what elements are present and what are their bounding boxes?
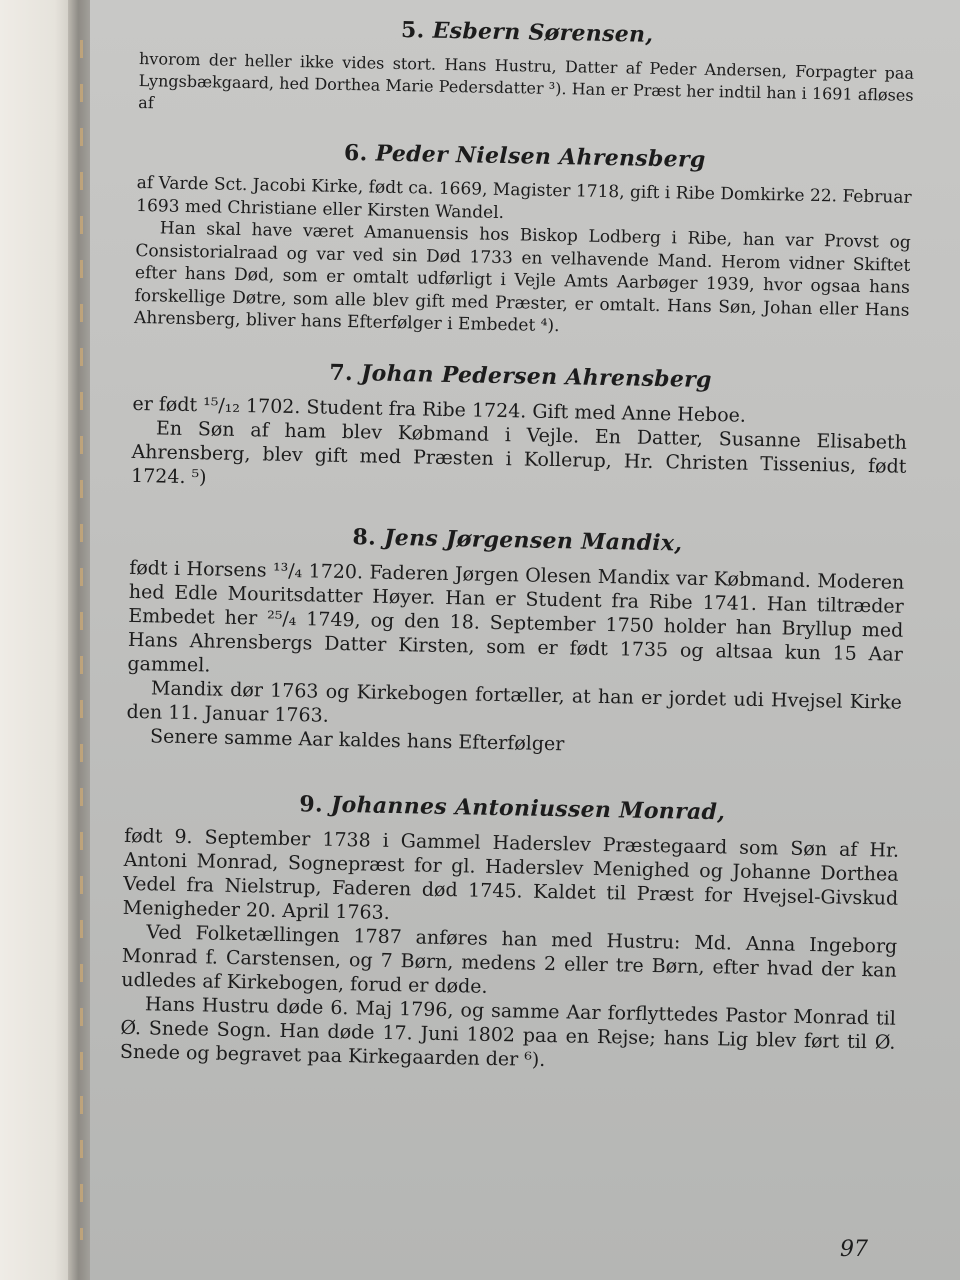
section-8 <box>126 519 905 762</box>
section-number: 9. <box>299 790 324 818</box>
paragraph: Ved Folketællingen 1787 anføres han med Hustru: Md. Anna Ingeborg Monrad f. Carstensen, og 7 Børn, medens 2 eller tre Børn, efter hvad der kan udledes af Kirkebogen, forud er døde. <box>121 920 898 998</box>
section-5 <box>138 12 915 129</box>
section-heading <box>130 519 905 560</box>
section-number: 5. <box>400 17 425 44</box>
paragraph: født 9. September 1738 i Gammel Haderslev Præstegaard som Søn af Hr. Antoni Monrad, Sognepræst for gl. Haderslev Menighed og Johanne Dorthea Vedel fra Nielstrup, Faderen død 1745. Kaldet til Præst for Hvejsel-Givskud Menigheder 20. April 1763. <box>122 824 900 924</box>
page-text-block <box>120 12 915 1078</box>
paragraph: Han skal have været Amanuensis hos Biskop Lodberg i Ribe, han var Provst og Consistorialraad og var ved sin Død 1733 en velhavende Mand. Herom vidner Skiftet efter hans Død, som er omtalt udførligt i Vejle Amts Aarbøger 1939, hvor ogsaa hans forskellige Døtre, som alle blev gift med Præster, er omtalt. Hans Søn, Johan eller Hans Ahrensberg, bliver hans Efterfølger i Embedet ⁴). <box>133 218 911 337</box>
section-7 <box>131 355 908 502</box>
paragraph: er født ¹⁵/₁₂ 1702. Student fra Ribe 1724. Gift med Anne Heboe. <box>132 392 747 427</box>
page-number: 97 <box>840 1237 868 1262</box>
section-name: Peder Nielsen Ahrensberg <box>375 140 706 173</box>
paragraph: født i Horsens ¹³/₄ 1720. Faderen Jørgen Olesen Mandix var Købmand. Moderen hed Edle Mouritsdatter Høyer. Han er Student fra Ribe 1741. Han tiltræder Embedet her ²⁵/₄ 1749, og den 18. September 1750 holder han Bryllup med Hans Ahrensbergs Datter Kirsten, som er født 1735 og altsaa kun 15 Aar gammel. <box>127 556 905 676</box>
paragraph: af Varde Sct. Jacobi Kirke, født ca. 1669, Magister 1718, gift i Ribe Domkirke 22. Februar 1693 med Christiane eller Kirsten Wandel. <box>136 172 912 223</box>
binding-stitch <box>80 40 83 1240</box>
paragraph: Senere samme Aar kaldes hans Efterfølger <box>149 724 565 755</box>
section-name: Johannes Antoniussen Monrad, <box>330 791 726 825</box>
paragraph: Mandix dør 1763 og Kirkebogen fortæller, at han er jordet udi Hvejsel Kirke den 11. Januar 1763. <box>126 676 903 727</box>
section-name: Jens Jørgensen Mandix, <box>383 524 683 557</box>
section-heading <box>133 355 908 396</box>
section-name: Esbern Sørensen, <box>432 17 654 48</box>
section-name: Johan Pedersen Ahrensberg <box>360 359 712 393</box>
paragraph: Hans Hustru døde 6. Maj 1796, og samme Aar forflyttedes Pastor Monrad til Ø. Snede Sogn. Han døde 17. Juni 1802 paa en Rejse; hans Lig blev ført til Ø. Snede og begravet paa Kirkegaarden der ⁶). <box>119 992 897 1071</box>
section-9 <box>120 787 900 1078</box>
section-number: 8. <box>352 523 377 551</box>
section-number: 7. <box>329 359 354 386</box>
section-heading <box>125 787 900 828</box>
section-heading <box>140 12 915 53</box>
section-heading <box>137 136 912 177</box>
paragraph: En Søn af ham blev Købmand i Vejle. En Datter, Susanne Elisabeth Ahrensberg, blev gift med Præsten i Kollerup, Hr. Christen Tissenius, født 1724. ⁵) <box>130 416 908 488</box>
paragraph: hvorom der heller ikke vides stort. Hans Hustru, Datter af Peder Andersen, Forpagter paa Lyngsbækgaard, hed Dorthea Marie Pedersdatter ³). Han er Præst her indtil han i 1691 afløses af <box>138 48 915 113</box>
section-number: 6. <box>343 139 368 167</box>
section-6 <box>134 136 913 344</box>
facing-page-edge <box>0 0 78 1280</box>
book-page <box>90 0 960 1280</box>
